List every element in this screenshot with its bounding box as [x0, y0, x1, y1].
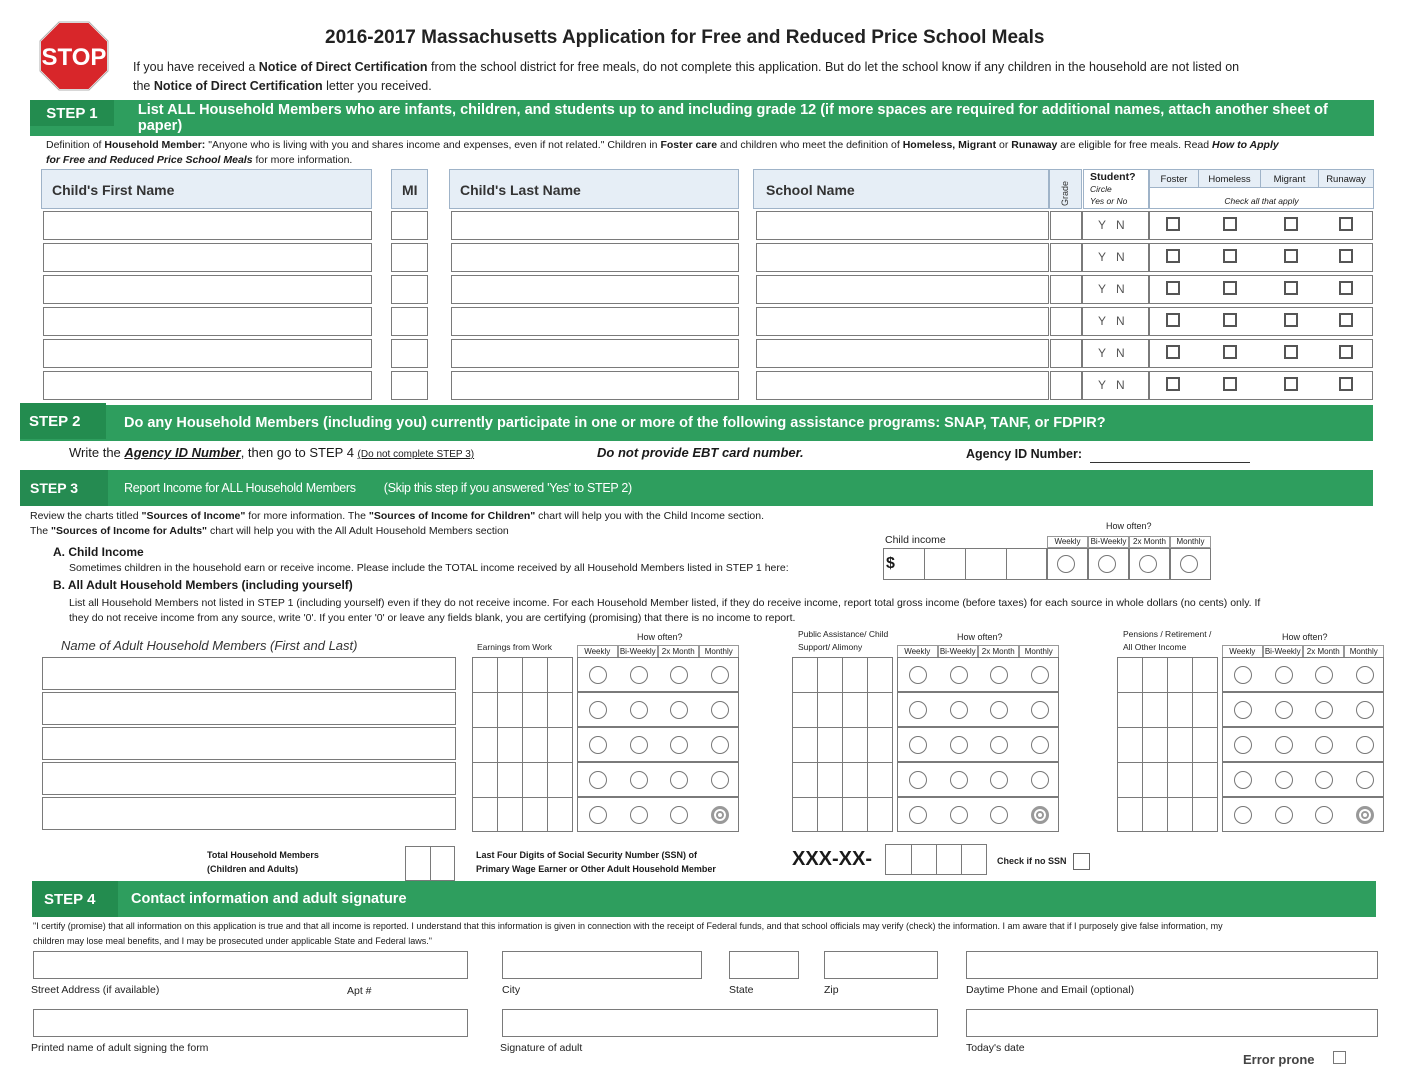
earnings-bi-weekly-radio[interactable] — [630, 736, 648, 754]
school-name-field[interactable] — [756, 339, 1049, 368]
homeless-checkbox[interactable] — [1223, 313, 1237, 327]
public-assistance-bi-weekly-radio[interactable] — [950, 736, 968, 754]
pensions-weekly-radio[interactable] — [1234, 771, 1252, 789]
school-name-field[interactable] — [756, 275, 1049, 304]
grade-field[interactable] — [1050, 371, 1082, 400]
zip-field[interactable] — [824, 951, 938, 979]
earnings-bi-weekly-radio[interactable] — [630, 771, 648, 789]
earnings-2x-month-radio[interactable] — [670, 771, 688, 789]
street-label: Street Address (if available) — [31, 984, 160, 996]
pensions-monthly-radio[interactable] — [1356, 771, 1374, 789]
col-runaway: Runaway — [1326, 174, 1366, 185]
pensions-monthly-radio[interactable] — [1356, 701, 1374, 719]
step3-skip: (Skip this step if you answered 'Yes' to STEP 2) — [383, 481, 632, 495]
student-yes-no[interactable]: YN — [1098, 314, 1135, 328]
col-homeless: Homeless — [1199, 170, 1261, 187]
earnings-weekly-radio[interactable] — [589, 806, 607, 824]
step1-bar — [30, 100, 1374, 136]
public-assistance-amount-field[interactable] — [793, 728, 892, 760]
earnings-monthly-radio[interactable] — [711, 701, 729, 719]
certification-text: "I certify (promise) that all information on this application is true and that all income is reported. I understand that this information is given in connection with the receipt of Federal funds, and that school officials may verify (check) the information. I am aware that if I purposely give false information, my children may lose meal benefits, and I may be prosecuted under applicable State and Federal laws." — [33, 921, 1223, 946]
earnings-2x-month-radio[interactable] — [670, 806, 688, 824]
phone-label: Daytime Phone and Email (optional) — [966, 984, 1135, 996]
migrant-checkbox[interactable] — [1284, 217, 1298, 231]
frequency-header-text: Bi-Weekly — [619, 647, 656, 656]
public-assistance-2x-month-radio[interactable] — [990, 736, 1008, 754]
child-first-name-field[interactable] — [43, 371, 372, 400]
earnings-weekly-radio[interactable] — [589, 701, 607, 719]
public-assistance-monthly-radio[interactable] — [1031, 666, 1049, 684]
pensions-2x-month-radio[interactable] — [1315, 666, 1333, 684]
child-income-field[interactable]: $ — [883, 548, 1047, 580]
child-mi-field[interactable] — [391, 211, 428, 240]
pensions-amount-field[interactable] — [1118, 728, 1217, 760]
adult-name-header: Name of Adult Household Members (First and Last) — [61, 638, 358, 653]
homeless-checkbox[interactable] — [1223, 377, 1237, 391]
grade-field[interactable] — [1050, 243, 1082, 272]
child-last-name-field[interactable] — [451, 339, 739, 368]
public-assistance-2x-month-radio[interactable] — [990, 666, 1008, 684]
intro-text: If you have received a Notice of Direct Certification from the school district for free meals, do not complete this application. But do let the school know if any children in the household are not listed on the Notice of Direct Certification letter you received. — [133, 60, 1240, 93]
public-assistance-bi-weekly-radio[interactable] — [950, 806, 968, 824]
frequency-header-text: Weekly — [904, 647, 931, 656]
public-assistance-2x-month-radio[interactable] — [990, 701, 1008, 719]
public-assistance-amount-field[interactable] — [793, 693, 892, 725]
public-assistance-weekly-radio[interactable] — [909, 806, 927, 824]
col-student: Student? Circle Yes or No — [1083, 169, 1149, 209]
adult-name-field[interactable] — [42, 657, 456, 690]
child-mi-field[interactable] — [391, 371, 428, 400]
step3-heading: Report Income for ALL Household Members — [124, 481, 356, 495]
public-assistance-weekly-radio[interactable] — [909, 701, 927, 719]
earnings-monthly-radio[interactable] — [711, 771, 729, 789]
child-first-name-field[interactable] — [43, 275, 372, 304]
ssn-prefix: XXX-XX- — [792, 848, 873, 870]
public-assistance-amount-field[interactable] — [793, 763, 892, 795]
step4-heading: Contact information and adult signature — [131, 891, 407, 907]
date-field[interactable] — [966, 1009, 1378, 1037]
foster-checkbox[interactable] — [1166, 249, 1180, 263]
error-prone-checkbox[interactable] — [1333, 1051, 1346, 1064]
public-assistance-amount-field[interactable] — [793, 658, 892, 690]
total-members-field[interactable] — [405, 846, 455, 881]
page-title: 2016-2017 Massachusetts Application for Free and Reduced Price School Meals — [325, 27, 1045, 48]
runaway-checkbox[interactable] — [1339, 281, 1353, 295]
section-a-text: Sometimes children in the household earn or receive income. Please include the TOTAL income received by all Household Members listed in STEP 1 here: — [69, 562, 789, 574]
frequency-header-text: 2x Month — [661, 647, 695, 656]
svg-text:STOP: STOP — [41, 44, 107, 71]
pensions-2x-month-radio[interactable] — [1315, 806, 1333, 824]
frequency-header-text: Bi-Weekly — [1264, 647, 1301, 656]
earnings-amount-field[interactable] — [473, 658, 572, 690]
signature-label: Signature of adult — [500, 1042, 583, 1054]
homeless-checkbox[interactable] — [1223, 217, 1237, 231]
pensions-2x-month-radio[interactable] — [1315, 701, 1333, 719]
earnings-amount-field[interactable] — [473, 798, 572, 830]
col-school-name: School Name — [753, 169, 1049, 209]
frequency-header-text: 2x Month — [981, 647, 1015, 656]
col-last-name: Child's Last Name — [449, 169, 739, 209]
foster-checkbox[interactable] — [1166, 313, 1180, 327]
child-first-name-field[interactable] — [43, 243, 372, 272]
runaway-checkbox[interactable] — [1339, 313, 1353, 327]
state-field[interactable] — [729, 951, 799, 979]
status-header — [1149, 169, 1374, 209]
apt-label: Apt # — [347, 985, 372, 997]
homeless-checkbox[interactable] — [1223, 281, 1237, 295]
printed-name-field[interactable] — [33, 1009, 468, 1037]
pensions-amount-field[interactable] — [1118, 658, 1217, 690]
no-ebt-note: Do not provide EBT card number. — [597, 445, 804, 460]
step1-tag: STEP 1 — [30, 100, 114, 126]
section-a-label: A. Child Income — [53, 545, 144, 559]
child-last-name-field[interactable] — [451, 307, 739, 336]
pensions-bi-weekly-radio[interactable] — [1275, 701, 1293, 719]
earnings-2x-month-radio[interactable] — [670, 736, 688, 754]
how-often-label: How often? — [1282, 632, 1328, 642]
earnings-weekly-radio[interactable] — [589, 771, 607, 789]
step2-tag: STEP 2 — [20, 403, 106, 439]
frequency-header-text: Monthly — [1024, 647, 1053, 656]
pensions-weekly-radio[interactable] — [1234, 736, 1252, 754]
public-assistance-monthly-radio[interactable] — [1031, 806, 1049, 824]
city-label: City — [502, 984, 521, 996]
child-monthly-radio[interactable] — [1180, 555, 1198, 573]
pensions-weekly-radio[interactable] — [1234, 666, 1252, 684]
earnings-header: Earnings from Work — [477, 642, 552, 652]
city-field[interactable] — [502, 951, 702, 979]
stop-sign-icon — [38, 20, 110, 92]
grade-field[interactable] — [1050, 339, 1082, 368]
earnings-2x-month-radio[interactable] — [670, 701, 688, 719]
agency-id-field[interactable] — [1090, 462, 1250, 463]
step4-tag: STEP 4 — [32, 881, 118, 917]
state-label: State — [729, 984, 754, 996]
frequency-label-text: Weekly — [1054, 537, 1081, 546]
homeless-checkbox[interactable] — [1223, 345, 1237, 359]
school-name-field[interactable] — [756, 211, 1049, 240]
adult-name-field[interactable] — [42, 692, 456, 725]
foster-checkbox[interactable] — [1166, 217, 1180, 231]
step2-bar — [20, 405, 1373, 441]
earnings-2x-month-radio[interactable] — [670, 666, 688, 684]
child-mi-field[interactable] — [391, 243, 428, 272]
child-last-name-field[interactable] — [451, 371, 739, 400]
child-how-often: How often? — [1106, 521, 1152, 531]
public-assistance-2x-month-radio[interactable] — [990, 771, 1008, 789]
child-last-name-field[interactable] — [451, 211, 739, 240]
signature-field[interactable] — [502, 1009, 938, 1037]
public-assistance-bi-weekly-radio[interactable] — [950, 771, 968, 789]
student-yes-no[interactable]: YN — [1098, 378, 1135, 392]
date-label: Today's date — [966, 1042, 1025, 1054]
public-assistance-weekly-radio[interactable] — [909, 736, 927, 754]
public-assistance-bi-weekly-radio[interactable] — [950, 701, 968, 719]
step2-instructions: Write the Agency ID Number, then go to STEP 4 (Do not complete STEP 3) — [69, 445, 475, 460]
adult-name-field[interactable] — [42, 762, 456, 795]
student-yes-no[interactable]: YN — [1098, 250, 1135, 264]
migrant-checkbox[interactable] — [1284, 377, 1298, 391]
grade-field[interactable] — [1050, 275, 1082, 304]
migrant-checkbox[interactable] — [1284, 281, 1298, 295]
error-prone-label: Error prone — [1243, 1052, 1315, 1067]
runaway-checkbox[interactable] — [1339, 249, 1353, 263]
step4-bar — [32, 881, 1376, 917]
frequency-header-text: Weekly — [1229, 647, 1256, 656]
agency-id-label: Agency ID Number: — [966, 447, 1082, 461]
pensions-bi-weekly-radio[interactable] — [1275, 806, 1293, 824]
pensions-weekly-radio[interactable] — [1234, 701, 1252, 719]
col-migrant: Migrant — [1261, 170, 1319, 187]
child-bi-weekly-radio[interactable] — [1098, 555, 1116, 573]
col-foster: Foster — [1150, 170, 1199, 187]
earnings-monthly-radio[interactable] — [711, 666, 729, 684]
pensions-2x-month-radio[interactable] — [1315, 771, 1333, 789]
foster-checkbox[interactable] — [1166, 377, 1180, 391]
frequency-label-text: Monthly — [1176, 537, 1205, 546]
section-b-label: B. All Adult Household Members (including yourself) — [53, 578, 353, 592]
earnings-bi-weekly-radio[interactable] — [630, 666, 648, 684]
ssn-field[interactable] — [885, 844, 987, 875]
public-assistance-2x-month-radio[interactable] — [990, 806, 1008, 824]
child-mi-field[interactable] — [391, 307, 428, 336]
adult-name-field[interactable] — [42, 727, 456, 760]
total-members-label: Total Household Members (Children and Adults) — [207, 850, 319, 874]
pensions-header: Pensions / Retirement / All Other Income — [1123, 629, 1212, 652]
earnings-amount-field[interactable] — [473, 728, 572, 760]
runaway-checkbox[interactable] — [1339, 217, 1353, 231]
step3-tag: STEP 3 — [20, 470, 108, 506]
no-ssn-checkbox[interactable] — [1073, 853, 1090, 870]
earnings-bi-weekly-radio[interactable] — [630, 701, 648, 719]
child-last-name-field[interactable] — [451, 243, 739, 272]
child-income-label: Child income — [885, 534, 946, 546]
zip-label: Zip — [824, 984, 839, 996]
public-assistance-monthly-radio[interactable] — [1031, 701, 1049, 719]
child-first-name-field[interactable] — [43, 339, 372, 368]
grade-field[interactable] — [1050, 307, 1082, 336]
school-name-field[interactable] — [756, 371, 1049, 400]
pensions-bi-weekly-radio[interactable] — [1275, 771, 1293, 789]
pensions-monthly-radio[interactable] — [1356, 736, 1374, 754]
earnings-weekly-radio[interactable] — [589, 666, 607, 684]
runaway-checkbox[interactable] — [1339, 345, 1353, 359]
pensions-monthly-radio[interactable] — [1356, 806, 1374, 824]
phone-email-field[interactable] — [966, 951, 1378, 979]
frequency-label-text: Bi-Weekly — [1090, 537, 1127, 546]
check-all-note: Check all that apply — [1224, 196, 1299, 206]
pensions-2x-month-radio[interactable] — [1315, 736, 1333, 754]
frequency-header-text: Monthly — [1349, 647, 1378, 656]
earnings-monthly-radio[interactable] — [711, 736, 729, 754]
public-assistance-monthly-radio[interactable] — [1031, 771, 1049, 789]
frequency-header-text: 2x Month — [1306, 647, 1340, 656]
col-mi: MI — [391, 169, 428, 209]
school-name-field[interactable] — [756, 307, 1049, 336]
earnings-weekly-radio[interactable] — [589, 736, 607, 754]
frequency-header-text: Bi-Weekly — [939, 647, 976, 656]
public-assist-header: Public Assistance/ Child Support/ Alimony — [798, 629, 889, 652]
street-address-field[interactable] — [33, 951, 468, 979]
col-first-name: Child's First Name — [41, 169, 372, 209]
household-definition: Definition of Household Member: "Anyone who is living with you and shares income and expenses, even if not related." Children in Foster care and children who meet the definition of Homeless, Migrant or Runaway are eligible for free meals. Read How to Apply for Free and Reduced Price School Meals for more information. — [46, 139, 1279, 166]
pensions-weekly-radio[interactable] — [1234, 806, 1252, 824]
how-often-label: How often? — [957, 632, 1003, 642]
step1-heading: List ALL Household Members who are infants, children, and students up to and including grade 12 (if more spaces are required for additional names, attach another sheet of paper) — [137, 102, 1328, 134]
public-assistance-weekly-radio[interactable] — [909, 666, 927, 684]
migrant-checkbox[interactable] — [1284, 313, 1298, 327]
how-often-label: How often? — [637, 632, 683, 642]
foster-checkbox[interactable] — [1166, 281, 1180, 295]
public-assistance-bi-weekly-radio[interactable] — [950, 666, 968, 684]
child-mi-field[interactable] — [391, 339, 428, 368]
step2-heading: Do any Household Members (including you) currently participate in one or more of the following assistance programs: SNAP, TANF, or FDPIR? — [124, 415, 1106, 431]
child-last-name-field[interactable] — [451, 275, 739, 304]
child-mi-field[interactable] — [391, 275, 428, 304]
pensions-monthly-radio[interactable] — [1356, 666, 1374, 684]
section-b-text: List all Household Members not listed in STEP 1 (including yourself) even if they do not receive income. For each Household Member listed, if they do receive income, report total gross income (before taxes) for each source in whole dollars (no cents) only. If they do not receive income from any source, write '0'. If you enter '0' or leave any fields blank, you are certifying (promising) that there is no income to report. — [69, 597, 1261, 624]
student-yes-no[interactable]: YN — [1098, 346, 1135, 360]
frequency-label-text: 2x Month — [1133, 537, 1166, 546]
migrant-checkbox[interactable] — [1284, 345, 1298, 359]
pensions-amount-field[interactable] — [1118, 763, 1217, 795]
pensions-bi-weekly-radio[interactable] — [1275, 666, 1293, 684]
migrant-checkbox[interactable] — [1284, 249, 1298, 263]
adult-name-field[interactable] — [42, 797, 456, 830]
step3-bar — [20, 470, 1373, 506]
public-assistance-monthly-radio[interactable] — [1031, 736, 1049, 754]
pensions-amount-field[interactable] — [1118, 693, 1217, 725]
child-first-name-field[interactable] — [43, 211, 372, 240]
student-yes-no[interactable]: YN — [1098, 218, 1135, 232]
step3-review: Review the charts titled "Sources of Income" for more information. The "Sources of Income for Children" chart will help you with the Child Income section. The "Sources of Income for Adults" chart will help you with the All Adult Household Members section — [30, 510, 765, 537]
child-weekly-radio[interactable] — [1057, 555, 1075, 573]
ssn-label: Last Four Digits of Social Security Number (SSN) of Primary Wage Earner or Other Adult Household Member — [476, 850, 716, 874]
frequency-header-text: Weekly — [584, 647, 611, 656]
pensions-amount-field[interactable] — [1118, 798, 1217, 830]
foster-checkbox[interactable] — [1166, 345, 1180, 359]
student-yes-no[interactable]: YN — [1098, 282, 1135, 296]
printed-name-label: Printed name of adult signing the form — [31, 1042, 209, 1054]
frequency-header-text: Monthly — [704, 647, 733, 656]
grade-field[interactable] — [1050, 211, 1082, 240]
runaway-checkbox[interactable] — [1339, 377, 1353, 391]
earnings-amount-field[interactable] — [473, 763, 572, 795]
col-grade: Grade — [1049, 169, 1082, 209]
earnings-bi-weekly-radio[interactable] — [630, 806, 648, 824]
child-2x-month-radio[interactable] — [1139, 555, 1157, 573]
pensions-bi-weekly-radio[interactable] — [1275, 736, 1293, 754]
public-assistance-amount-field[interactable] — [793, 798, 892, 830]
public-assistance-weekly-radio[interactable] — [909, 771, 927, 789]
school-name-field[interactable] — [756, 243, 1049, 272]
child-first-name-field[interactable] — [43, 307, 372, 336]
earnings-monthly-radio[interactable] — [711, 806, 729, 824]
earnings-amount-field[interactable] — [473, 693, 572, 725]
homeless-checkbox[interactable] — [1223, 249, 1237, 263]
no-ssn-label: Check if no SSN — [997, 856, 1067, 866]
